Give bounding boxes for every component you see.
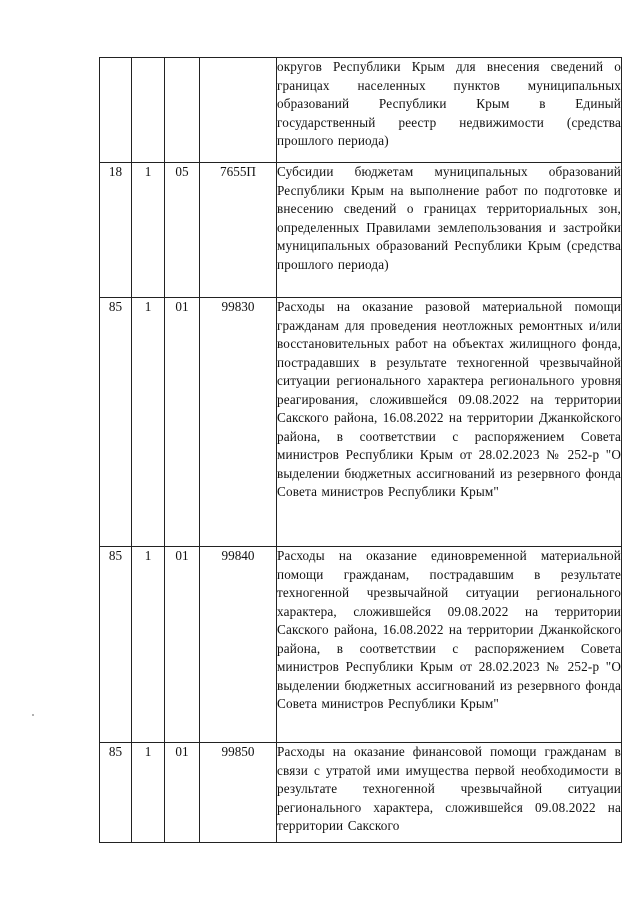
code-cell-3 — [165, 58, 200, 163]
scan-speck — [32, 714, 34, 716]
description-cell: Субсидии бюджетам муниципальных образований Республики Крым на выполнение работ по подготовке и внесению сведений о границах территориальных зон, определенных Правилами землепользования и застройки муниципальных образований Республики Крым (средства прошлого периода) — [277, 163, 622, 298]
code-cell-2 — [132, 58, 165, 163]
budget-classification-table — [99, 57, 622, 843]
code-cell-2: 1 — [132, 163, 165, 298]
code-cell-3: 01 — [165, 743, 200, 843]
table-row — [100, 547, 622, 743]
code-cell-2: 1 — [132, 298, 165, 547]
code-cell-3: 01 — [165, 547, 200, 743]
code-cell-3: 05 — [165, 163, 200, 298]
code-cell-4: 99830 — [200, 298, 277, 547]
code-cell-4 — [200, 58, 277, 163]
description-cell: Расходы на оказание финансовой помощи гражданам в связи с утратой ими имущества первой необходимости в результате техногенной чрезвычайной ситуации регионального характера, сложившейся 09.08.2022 на территории Сакского — [277, 743, 622, 843]
table-row — [100, 743, 622, 843]
description-cell: Расходы на оказание разовой материальной помощи гражданам для проведения неотложных ремонтных и/или восстановительных работ на объектах жилищного фонда, пострадавших в результате техногенной чрезвычайной ситуации регионального характера регионального уровня реагирования, сложившейся 09.08.2022 на территории Сакского района, 16.08.2022 на территории Джанкойского района, в соответствии с распоряжением Совета министров Республики Крым от 28.02.2023 № 252-р "О выделении бюджетных ассигнований из резервного фонда Совета министров Республики Крым" — [277, 298, 622, 547]
code-cell-1 — [100, 58, 132, 163]
code-cell-4: 99840 — [200, 547, 277, 743]
table-row — [100, 58, 622, 163]
code-cell-1: 85 — [100, 743, 132, 843]
code-cell-3: 01 — [165, 298, 200, 547]
description-cell: округов Республики Крым для внесения сведений о границах населенных пунктов муниципальных образований Республики Крым в Единый государственный реестр недвижимости (средства прошлого периода) — [277, 58, 622, 163]
code-cell-4: 99850 — [200, 743, 277, 843]
description-cell: Расходы на оказание единовременной материальной помощи гражданам, пострадавшим в результате техногенной чрезвычайной ситуации регионального характера, сложившейся 09.08.2022 на территории Сакского района, 16.08.2022 на территории Джанкойского района, в соответствии с распоряжением Совета министров Республики Крым от 28.02.2023 № 252-р "О выделении бюджетных ассигнований из резервного фонда Совета министров Республики Крым" — [277, 547, 622, 743]
code-cell-4: 7655П — [200, 163, 277, 298]
code-cell-2: 1 — [132, 743, 165, 843]
code-cell-2: 1 — [132, 547, 165, 743]
code-cell-1: 18 — [100, 163, 132, 298]
code-cell-1: 85 — [100, 547, 132, 743]
table-row — [100, 298, 622, 547]
code-cell-1: 85 — [100, 298, 132, 547]
table-row — [100, 163, 622, 298]
